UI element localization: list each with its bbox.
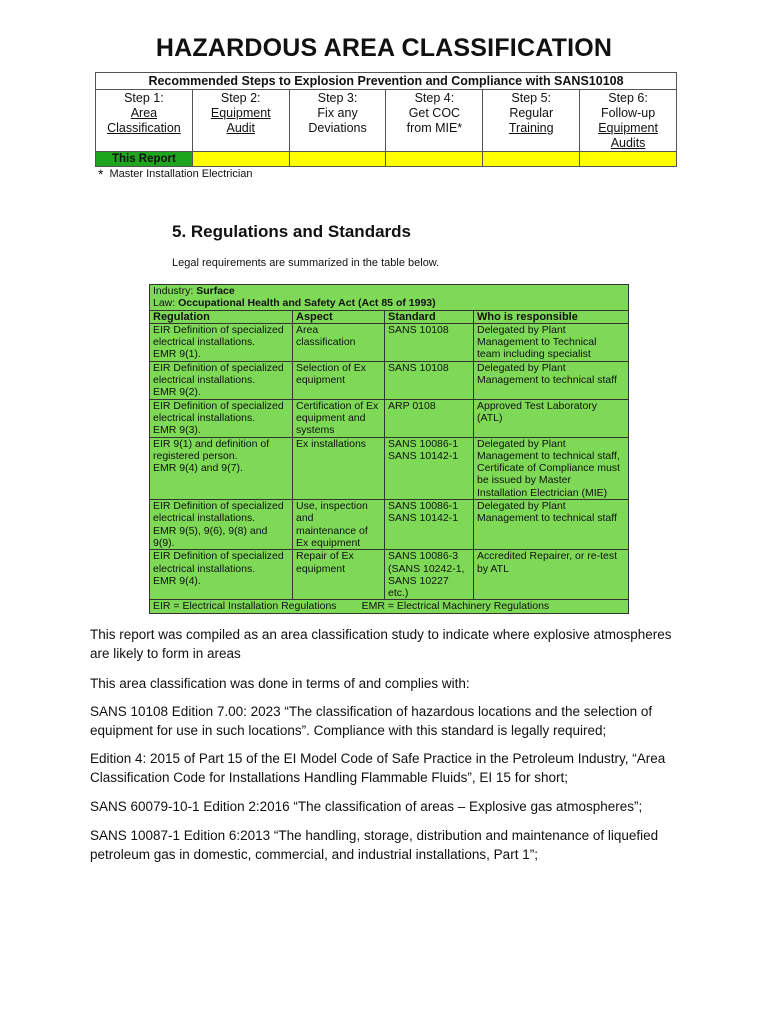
steps-table-header: Recommended Steps to Explosion Prevention and Compliance with SANS10108 bbox=[96, 73, 677, 90]
steps-table bbox=[95, 72, 677, 167]
col-header-who: Who is responsible bbox=[474, 310, 629, 323]
regulation-line: EMR 9(1). bbox=[153, 348, 201, 361]
who-line: Certificate of Compliance must bbox=[477, 462, 620, 475]
standard-line: SANS 10086-1 bbox=[388, 437, 459, 450]
step-1-label: Step 1: bbox=[124, 91, 164, 105]
standard-line: SANS 10086-3 bbox=[388, 550, 459, 563]
cell-regulation bbox=[150, 500, 293, 550]
regulation-line: EMR 9(2). bbox=[153, 386, 201, 399]
report-status-cell bbox=[483, 152, 580, 167]
who-line: Installation Electrician (MIE) bbox=[477, 486, 608, 499]
cell-aspect bbox=[293, 550, 385, 600]
regulation-line: electrical installations. bbox=[153, 336, 256, 349]
page-title: HAZARDOUS AREA CLASSIFICATION bbox=[155, 34, 613, 62]
step-6-line1: Follow-up bbox=[600, 106, 656, 120]
step-4-label: Step 4: bbox=[414, 91, 455, 105]
step-2-link-line2: Audit bbox=[226, 121, 255, 135]
standard-line: etc.) bbox=[388, 587, 409, 600]
aspect-line: maintenance of bbox=[296, 524, 368, 537]
law-row bbox=[150, 297, 629, 310]
aspect-line: Ex installations bbox=[296, 437, 367, 450]
regulation-line: EIR Definition of specialized bbox=[153, 550, 284, 563]
step-2-cell bbox=[192, 90, 289, 152]
cell-regulation bbox=[150, 361, 293, 399]
cell-aspect bbox=[293, 437, 385, 499]
step-2-label: Step 2: bbox=[220, 91, 261, 105]
section-intro: Legal requirements are summarized in the table below. bbox=[172, 257, 440, 269]
regulation-line: electrical installations. bbox=[153, 512, 256, 525]
step-3-label: Step 3: bbox=[317, 91, 358, 105]
step-5-link: Training bbox=[508, 121, 554, 135]
aspect-line: Ex equipment bbox=[296, 536, 361, 549]
paragraph-sans-10108: SANS 10108 Edition 7.00: 2023 “The classification of hazardous locations and the selection of equipment for use in such locations”. Compliance with this standard is legally required; bbox=[90, 704, 653, 738]
col-header-standard: Standard bbox=[385, 310, 474, 323]
regulation-line: 9(9). bbox=[153, 536, 175, 549]
law-value: Occupational Health and Safety Act (Act 85 of 1993) bbox=[178, 297, 436, 310]
who-line: Management to Technical bbox=[477, 336, 597, 349]
cell-standard bbox=[385, 550, 474, 600]
step-4-line2: from MIE* bbox=[406, 121, 463, 135]
footnote-text: Master Installation Electrician bbox=[109, 168, 253, 180]
table-row bbox=[150, 550, 629, 600]
regulation-line: electrical installations. bbox=[153, 411, 256, 424]
cell-who bbox=[474, 361, 629, 399]
cell-who bbox=[474, 437, 629, 499]
who-line: be issued by Master bbox=[477, 474, 571, 487]
step-1-link-line2: Classification bbox=[107, 121, 181, 135]
who-line: Management to technical staff, bbox=[477, 449, 620, 462]
regulation-line: EMR 9(3). bbox=[153, 424, 201, 437]
aspect-line: systems bbox=[296, 424, 335, 437]
regulation-line: EMR 9(4) and 9(7). bbox=[153, 462, 243, 475]
cell-standard bbox=[385, 500, 474, 550]
table-row bbox=[150, 361, 629, 399]
industry-label: Industry: bbox=[153, 285, 197, 297]
this-report-cell: This Report bbox=[96, 152, 193, 167]
aspect-line: classification bbox=[296, 336, 356, 349]
paragraph-ei-15: Edition 4: 2015 of Part 15 of the EI Model Code of Safe Practice in the Petroleum Industry, “Area Classification Code for Installations Handling Flammable Fluids”, EI 15 for short; bbox=[90, 751, 666, 785]
report-status-cell bbox=[192, 152, 289, 167]
table-footer bbox=[150, 600, 629, 613]
regulation-line: electrical installations. bbox=[153, 374, 256, 387]
regulation-line: EIR Definition of specialized bbox=[153, 323, 284, 336]
who-line: team including specialist bbox=[477, 348, 591, 361]
regulations-table bbox=[149, 284, 629, 614]
who-line: Accredited Repairer, or re-test bbox=[477, 550, 618, 563]
step-3-cell bbox=[289, 90, 386, 152]
cell-who bbox=[474, 323, 629, 361]
footnote bbox=[98, 166, 253, 182]
asterisk: * bbox=[98, 166, 104, 182]
standard-line: SANS 10142-1 bbox=[388, 449, 459, 462]
step-3-line2: Deviations bbox=[308, 121, 367, 135]
cell-who bbox=[474, 550, 629, 600]
report-status-cell bbox=[289, 152, 386, 167]
step-6-link-line2: Audits bbox=[610, 136, 646, 150]
paragraph-sans-10087: SANS 10087-1 Edition 6:2013 “The handling, storage, distribution and maintenance of liquefied petroleum gas in domestic, commercial, and industrial installations, Part 1”; bbox=[90, 828, 659, 862]
standard-line: SANS 10108 bbox=[388, 323, 449, 336]
step-4-cell bbox=[386, 90, 483, 152]
cell-aspect bbox=[293, 500, 385, 550]
who-line: Approved Test Laboratory bbox=[477, 399, 598, 412]
step-5-line1: Regular bbox=[509, 106, 554, 120]
aspect-line: Area bbox=[296, 323, 319, 336]
cell-regulation bbox=[150, 323, 293, 361]
section-heading: 5. Regulations and Standards bbox=[172, 222, 411, 241]
regulations-rows bbox=[150, 323, 629, 600]
aspect-line: and bbox=[296, 512, 314, 525]
standard-line: SANS 10086-1 bbox=[388, 500, 459, 513]
step-2-link-line1: Equipment bbox=[210, 106, 271, 120]
step-4-line1: Get COC bbox=[408, 106, 461, 120]
paragraph-purpose: This report was compiled as an area classification study to indicate where explosive atmospheres are likely to form in areas bbox=[90, 627, 672, 661]
regulation-line: EMR 9(5), 9(6), 9(8) and bbox=[153, 524, 268, 537]
who-line: Delegated by Plant bbox=[477, 437, 566, 450]
eir-legend: EIR = Electrical Installation Regulations bbox=[153, 600, 337, 613]
table-row bbox=[150, 500, 629, 550]
cell-standard bbox=[385, 323, 474, 361]
standard-line: ARP 0108 bbox=[388, 399, 436, 412]
regulation-line: electrical installations. bbox=[153, 562, 256, 575]
who-line: by ATL bbox=[477, 562, 509, 575]
who-line: Delegated by Plant bbox=[477, 500, 566, 513]
cell-regulation bbox=[150, 437, 293, 499]
cell-who bbox=[474, 399, 629, 437]
regulation-line: EIR 9(1) and definition of bbox=[153, 437, 270, 450]
regulation-line: EMR 9(4). bbox=[153, 574, 201, 587]
step-1-cell bbox=[96, 90, 193, 152]
aspect-line: Repair of Ex bbox=[296, 550, 354, 563]
col-header-aspect: Aspect bbox=[293, 310, 385, 323]
who-line: Delegated by Plant bbox=[477, 361, 566, 374]
paragraph-sans-60079: SANS 60079-10-1 Edition 2:2016 “The classification of areas – Explosive gas atmospheres”; bbox=[90, 799, 643, 814]
regulation-line: EIR Definition of specialized bbox=[153, 500, 284, 513]
standard-line: SANS 10108 bbox=[388, 361, 449, 374]
step-6-link-line1: Equipment bbox=[598, 121, 658, 135]
table-row bbox=[150, 437, 629, 499]
col-header-regulation: Regulation bbox=[150, 310, 293, 323]
cell-who bbox=[474, 500, 629, 550]
step-5-cell bbox=[483, 90, 580, 152]
cell-aspect bbox=[293, 361, 385, 399]
who-line: (ATL) bbox=[477, 411, 503, 424]
step-3-line1: Fix any bbox=[317, 106, 358, 120]
standard-line: SANS 10227 bbox=[388, 574, 449, 587]
regulation-line: registered person. bbox=[153, 449, 238, 462]
cell-aspect bbox=[293, 399, 385, 437]
who-line: Management to technical staff bbox=[477, 512, 617, 525]
aspect-line: equipment and bbox=[296, 411, 366, 424]
aspect-line: Certification of Ex bbox=[296, 399, 379, 412]
table-row bbox=[150, 323, 629, 361]
cell-standard bbox=[385, 437, 474, 499]
cell-regulation bbox=[150, 550, 293, 600]
regulation-line: EIR Definition of specialized bbox=[153, 399, 284, 412]
industry-row bbox=[150, 285, 629, 298]
cell-aspect bbox=[293, 323, 385, 361]
step-6-label: Step 6: bbox=[608, 91, 648, 105]
report-status-cell bbox=[386, 152, 483, 167]
regulation-line: EIR Definition of specialized bbox=[153, 361, 284, 374]
aspect-line: equipment bbox=[296, 374, 346, 387]
industry-value: Surface bbox=[196, 285, 235, 297]
law-label: Law: bbox=[153, 297, 179, 310]
step-5-label: Step 5: bbox=[511, 91, 552, 105]
emr-legend: EMR = Electrical Machinery Regulations bbox=[361, 600, 550, 613]
standard-line: (SANS 10242-1, bbox=[388, 562, 465, 575]
paragraph-compliance-intro: This area classification was done in terms of and complies with: bbox=[90, 676, 470, 691]
step-6-cell bbox=[580, 90, 677, 152]
cell-regulation bbox=[150, 399, 293, 437]
step-1-link-line1: Area bbox=[130, 106, 158, 120]
standard-line: SANS 10142-1 bbox=[388, 512, 459, 525]
aspect-line: equipment bbox=[296, 562, 346, 575]
table-row bbox=[150, 399, 629, 437]
cell-standard bbox=[385, 361, 474, 399]
cell-standard bbox=[385, 399, 474, 437]
aspect-line: Use, inspection bbox=[296, 500, 368, 513]
who-line: Delegated by Plant bbox=[477, 323, 566, 336]
aspect-line: Selection of Ex bbox=[296, 361, 367, 374]
who-line: Management to technical staff bbox=[477, 374, 617, 387]
report-status-cell bbox=[580, 152, 677, 167]
